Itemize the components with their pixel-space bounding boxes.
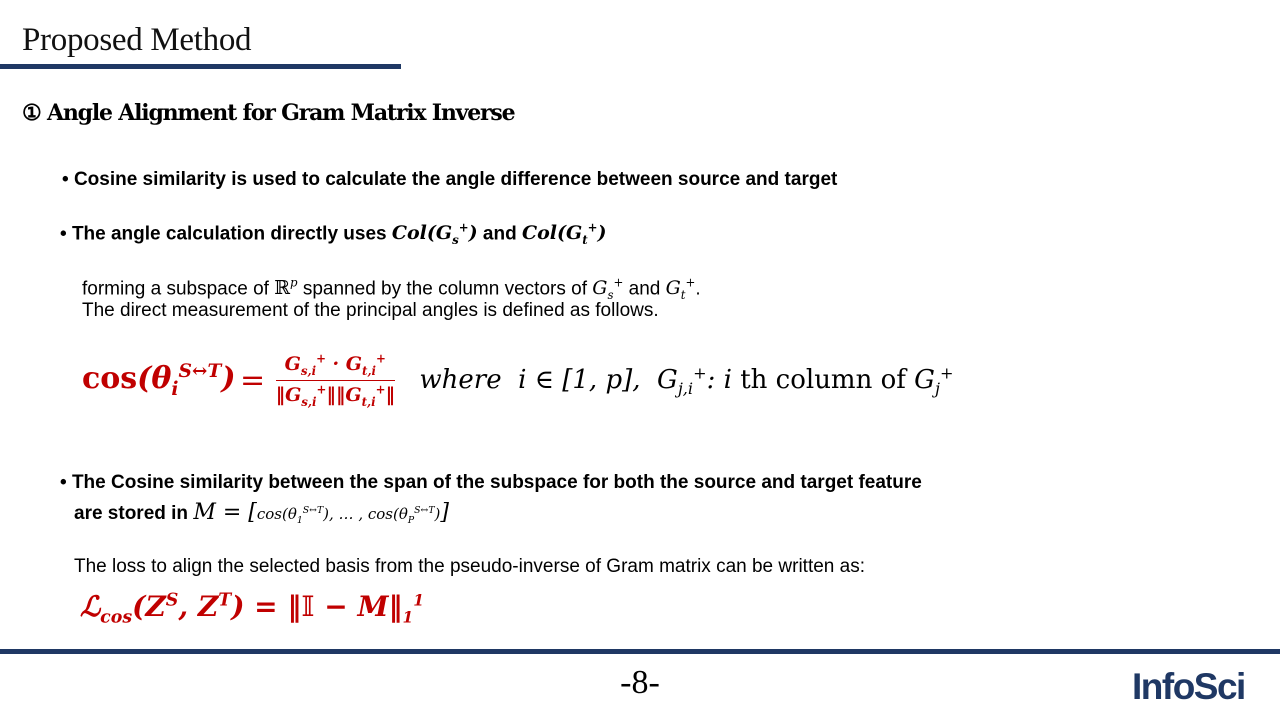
bullet-text: The Cosine similarity between the span of the subspace for both the source and target feature — [71, 472, 922, 493]
bullet-marker: • — [62, 169, 69, 190]
bullet-stored-in-m-line2 — [74, 500, 449, 526]
math-cos-theta-lhs: $\cos(\theta_i^{S\leftrightarrow T})$ — [82, 361, 236, 401]
math-m-vector: $M = [\cos(\theta_1^{S\leftrightarrow T})$, … , $\cos(\theta_P^{S\leftrightarrow T})$] — [193, 500, 449, 526]
bullet-marker: • — [60, 223, 67, 245]
footer-rule — [0, 649, 1280, 654]
bullet-stored-in-m — [60, 472, 922, 494]
loss-description: The loss to align the selected basis from the pseudo-inverse of Gram matrix can be written as: — [74, 556, 865, 577]
bullet-cosine-similarity — [62, 169, 837, 191]
where-word: where — [419, 364, 502, 395]
paragraph-text: spanned by the column vectors of — [302, 278, 587, 300]
section-number: ① — [22, 100, 41, 126]
title-underline — [0, 64, 401, 69]
bullet-angle-calculation — [60, 221, 607, 247]
formula-tail-text: th column of — [740, 364, 906, 395]
math-col-gs-plus: $Col(G_s^+)$ — [391, 221, 478, 248]
bullet-marker: • — [60, 472, 67, 493]
bullet-text: The angle calculation directly uses — [71, 223, 387, 245]
cosine-loss-formula: $ℒ_{cos}(Z^S$, $Z^T$) = ‖𝕀 − $M‖_1^1$ — [80, 590, 424, 628]
paragraph-text: and — [628, 278, 661, 300]
fraction-numerator: $G_{s,i}^+ \cdot G_{t,i}^+$ — [276, 352, 395, 381]
bullet-text: are stored in — [74, 503, 189, 524]
bullet-text: Cosine similarity is used to calculate the angle difference between source and target — [73, 169, 838, 190]
math-real-space: ℝ$^p$ — [274, 276, 298, 300]
page-number: -8- — [620, 664, 660, 701]
section-title: Angle Alignment for Gram Matrix Inverse — [47, 100, 515, 126]
bullet-and: and — [482, 223, 517, 245]
math-col-gt-plus: $Col(G_t^+)$ — [521, 221, 607, 248]
infosci-logo: InfoSci — [1132, 666, 1245, 707]
math-fraction — [276, 352, 395, 409]
math-where-clause: where i ∈ [1, p], $G_{j,i}^+$: i th column of $G_j^+$ — [419, 363, 954, 399]
paragraph-text: forming a subspace of — [82, 278, 269, 300]
math-gt-plus: $G_t^+$ — [665, 276, 696, 303]
slide-title: Proposed Method — [22, 22, 252, 58]
paragraph-line-2: The direct measurement of the principal angles is defined as follows. — [82, 300, 659, 321]
math-equals: = — [239, 363, 266, 399]
fraction-denominator: $‖G_{s,i}^+‖‖G_{t,i}^+‖$ — [275, 383, 395, 410]
principal-angle-formula — [82, 352, 953, 422]
math-gs-plus: $G_s^+$ — [592, 276, 624, 303]
paragraph-line-1: forming a subspace of ℝ$^p$ spanned by the column vectors of $G_s^+$ and $G_t^+$. — [82, 276, 701, 303]
section-heading — [22, 100, 514, 126]
